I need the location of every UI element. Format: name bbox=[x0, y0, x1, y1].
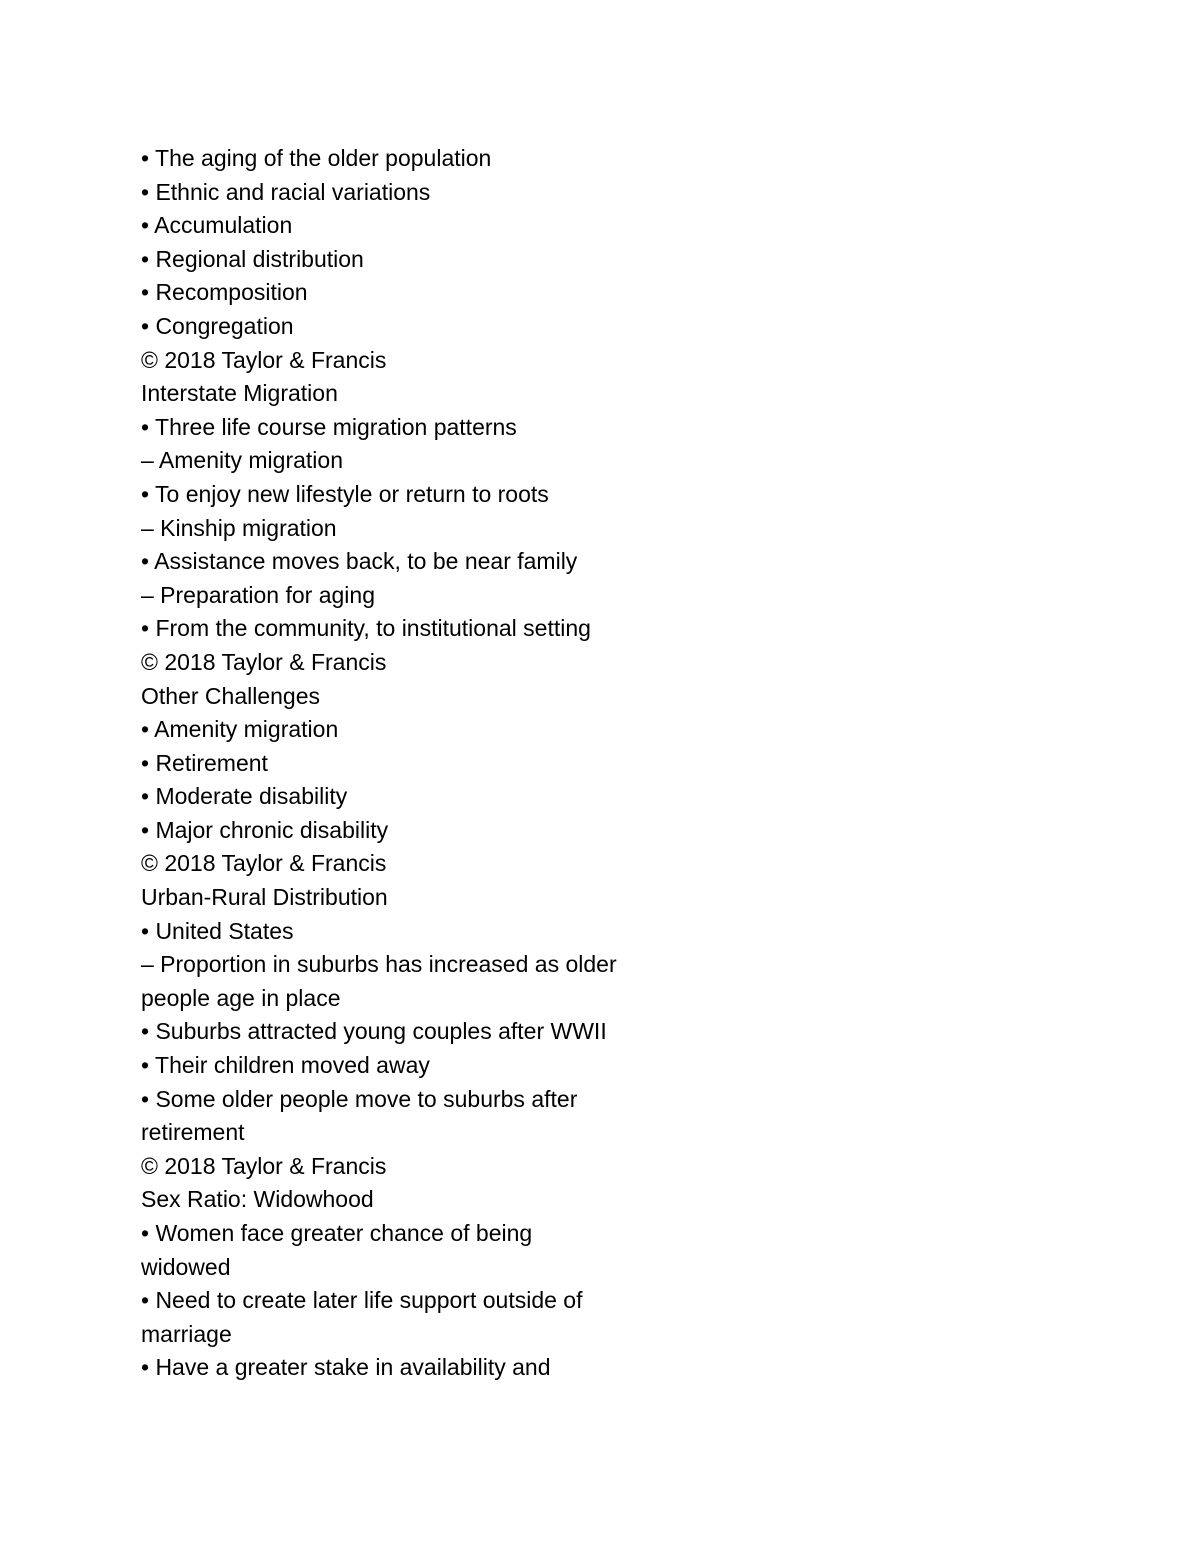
bullet-item: • Their children moved away bbox=[141, 1052, 430, 1079]
continuation-line: widowed bbox=[141, 1253, 231, 1280]
bullet-item: • Assistance moves back, to be near family bbox=[141, 548, 578, 575]
section-heading: Interstate Migration bbox=[141, 380, 338, 407]
bullet-item: • The aging of the older population bbox=[141, 145, 492, 171]
sub-bullet-item: – Proportion in suburbs has increased as older bbox=[141, 951, 617, 978]
continuation-line: retirement bbox=[141, 1119, 245, 1146]
copyright-line: © 2018 Taylor & Francis bbox=[141, 648, 387, 675]
bullet-item: • Ethnic and racial variations bbox=[141, 178, 431, 205]
bullet-item: • Retirement bbox=[141, 749, 268, 776]
sub-bullet-item: – Preparation for aging bbox=[141, 581, 375, 608]
bullet-item: • Major chronic disability bbox=[141, 816, 389, 843]
continuation-line: people age in place bbox=[141, 984, 341, 1011]
bullet-item: • Accumulation bbox=[141, 212, 293, 239]
sub-bullet-item: – Kinship migration bbox=[141, 514, 337, 541]
document-body bbox=[141, 142, 701, 1385]
section-heading: Urban-Rural Distribution bbox=[141, 884, 388, 911]
bullet-item: • United States bbox=[141, 917, 294, 944]
copyright-line: © 2018 Taylor & Francis bbox=[141, 850, 387, 877]
bullet-item: • Have a greater stake in availability and bbox=[141, 1354, 551, 1381]
bullet-item: • Amenity migration bbox=[141, 716, 339, 743]
bullet-item: • Regional distribution bbox=[141, 245, 364, 272]
sub-bullet-item: – Amenity migration bbox=[141, 447, 343, 474]
bullet-item: • Recomposition bbox=[141, 279, 308, 306]
continuation-line: marriage bbox=[141, 1320, 232, 1347]
copyright-line: © 2018 Taylor & Francis bbox=[141, 346, 387, 373]
bullet-item: • Moderate disability bbox=[141, 783, 348, 810]
bullet-item: • Three life course migration patterns bbox=[141, 413, 517, 440]
section-heading: Other Challenges bbox=[141, 682, 320, 709]
bullet-item: • Congregation bbox=[141, 312, 294, 339]
bullet-item: • From the community, to institutional setting bbox=[141, 615, 591, 642]
bullet-item: • To enjoy new lifestyle or return to roots bbox=[141, 480, 549, 507]
bullet-item: • Women face greater chance of being bbox=[141, 1220, 533, 1246]
bullet-item: • Some older people move to suburbs after bbox=[141, 1085, 578, 1112]
bullet-item: • Need to create later life support outside of bbox=[141, 1287, 583, 1314]
bullet-item: • Suburbs attracted young couples after WWII bbox=[141, 1018, 607, 1045]
section-heading: Sex Ratio: Widowhood bbox=[141, 1186, 374, 1213]
copyright-line: © 2018 Taylor & Francis bbox=[141, 1152, 387, 1179]
